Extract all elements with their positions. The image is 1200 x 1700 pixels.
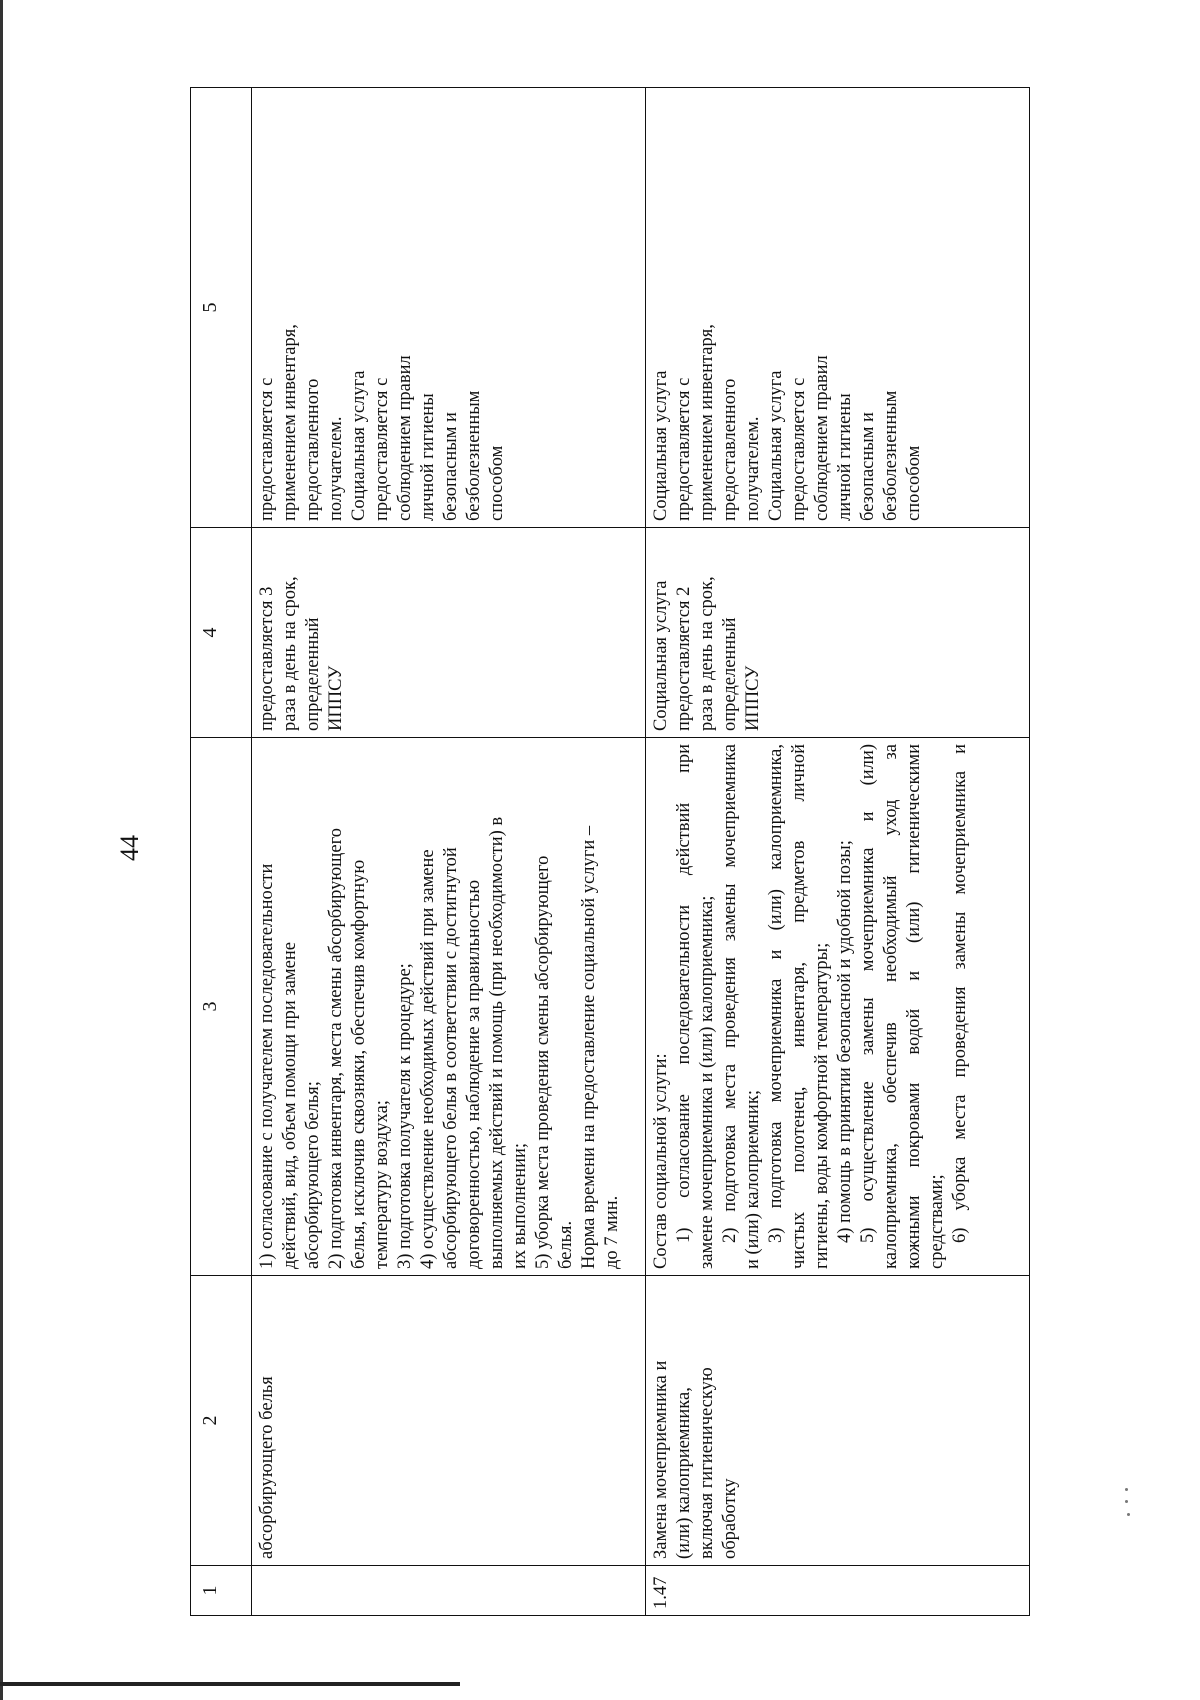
text-line: 6) уборка места проведения замены мочеприемника и: [950, 744, 971, 1243]
text-line: определенный: [303, 617, 324, 731]
text-line: 2) подготовка инвентаря, места смены абсорбирующего: [326, 827, 347, 1269]
text-line: способом: [487, 445, 508, 521]
text-line: договоренностью, наблюдение за правильностью: [464, 879, 485, 1269]
text-line: раза в день на срок,: [280, 576, 301, 731]
table-header-row: [191, 88, 252, 1616]
services-table: [190, 87, 1030, 1616]
text-line: Замена мочеприемника и: [651, 1360, 672, 1559]
text-line: предоставленного: [720, 378, 741, 521]
table-row: [252, 88, 646, 1616]
text-line: 5) осуществление замены мочеприемника и (или): [858, 744, 879, 1243]
text-line: абсорбирующего белья: [257, 1376, 278, 1559]
text-line: ИППСУ: [326, 665, 347, 731]
text-line: гигиены, воды комфортной температуры;: [812, 942, 833, 1269]
text-line: предоставляется с: [789, 377, 810, 521]
text-line: Состав социальной услуги:: [651, 1053, 672, 1269]
text-line: выполняемых действий и помощь (при необходимости) в: [487, 816, 508, 1269]
text-line: и (или) калоприемник;: [743, 1090, 764, 1269]
service-content-cell: [646, 738, 1030, 1276]
text-line: получателем.: [326, 416, 347, 521]
text-line: включая гигиеническую: [697, 1367, 718, 1559]
text-line: соблюдением правил: [812, 355, 833, 521]
text-line: предоставляется 3: [257, 586, 278, 731]
text-line: предоставляется с: [372, 377, 393, 521]
text-line: ИППСУ: [743, 665, 764, 731]
text-line: 4) осуществление необходимых действий при замене: [418, 849, 439, 1269]
text-line: предоставляется 2: [674, 586, 695, 731]
text-line: предоставленного: [303, 378, 324, 521]
text-line: действий, вид, объем помощи при замене: [280, 942, 301, 1269]
service-conditions-cell: [646, 88, 1030, 528]
scan-speck: [1125, 1488, 1128, 1491]
text-line: Социальная услуга: [766, 370, 787, 521]
service-period-cell: [646, 528, 1030, 738]
text-line: безболезненным: [881, 390, 902, 521]
scan-speck: [1125, 1500, 1128, 1503]
text-line: личной гигиены: [418, 393, 439, 521]
header-cell: 3: [191, 738, 252, 1276]
text-line: Социальная услуга: [651, 370, 672, 521]
header-cell: 4: [191, 528, 252, 738]
table-row: [646, 88, 1030, 1616]
service-content-cell: [252, 738, 646, 1276]
text-line: замене мочеприемника и (или) калоприемника;: [697, 895, 718, 1269]
text-line: Норма времени на предоставление социальной услуги –: [579, 825, 600, 1269]
text-line: обработку: [720, 1478, 741, 1559]
text-line: Социальная услуга: [349, 370, 370, 521]
text-line: абсорбирующего белья в соответствии с достигнутой: [441, 847, 462, 1269]
text-line: способом: [904, 445, 925, 521]
text-line: кожными покровами водой и (или) гигиеническими: [904, 744, 925, 1269]
service-period-cell: [252, 528, 646, 738]
text-line: 3) подготовка получателя к процедуре;: [395, 963, 416, 1269]
text-line: их выполнении;: [510, 1142, 531, 1269]
text-line: 5) уборка места проведения смены абсорбирующего: [533, 855, 554, 1269]
text-line: Социальная услуга: [651, 580, 672, 731]
scan-speck: [1127, 1513, 1130, 1516]
row-number-cell: [252, 1566, 646, 1616]
text-line: до 7 мин.: [602, 1195, 623, 1269]
page-number: 44: [115, 835, 144, 861]
text-line: соблюдением правил: [395, 355, 416, 521]
text-line: температуру воздуха;: [372, 1100, 393, 1269]
text-line: калоприемника, обеспечив необходимый уход за: [881, 744, 902, 1269]
text-line: предоставляется с: [674, 377, 695, 521]
text-line: раза в день на срок,: [697, 576, 718, 731]
text-line: личной гигиены: [835, 393, 856, 521]
text-line: (или) калоприемника,: [674, 1387, 695, 1559]
text-line: применением инвентаря,: [697, 324, 718, 521]
text-line: безболезненным: [464, 390, 485, 521]
text-line: определенный: [720, 617, 741, 731]
scan-left-edge: [0, 0, 3, 1700]
text-line: белья.: [556, 1220, 577, 1269]
scan-bottom-edge: [0, 1682, 460, 1686]
text-line: абсорбирующего белья;: [303, 1081, 324, 1269]
text-line: 4) помощь в принятии безопасной и удобной позы;: [835, 840, 856, 1243]
header-cell: 5: [191, 88, 252, 528]
text-line: белья, исключив сквозняки, обеспечив комфортную: [349, 859, 370, 1269]
header-cell: 1: [191, 1566, 252, 1616]
header-cell: 2: [191, 1276, 252, 1566]
row-number-cell: 1.47: [646, 1566, 1030, 1616]
service-conditions-cell: [252, 88, 646, 528]
text-line: 1) согласование последовательности действий при: [674, 744, 695, 1243]
service-name-cell: [252, 1276, 646, 1566]
service-name-cell: [646, 1276, 1030, 1566]
text-line: 3) подготовка мочеприемника и (или) калоприемника,: [766, 744, 787, 1243]
text-line: 2) подготовка места проведения замены мочеприемника: [720, 744, 741, 1243]
text-line: средствами;: [927, 1174, 948, 1269]
text-line: безопасным и: [858, 412, 879, 521]
text-line: применением инвентаря,: [280, 324, 301, 521]
text-line: безопасным и: [441, 412, 462, 521]
text-line: чистых полотенец, инвентаря, предметов личной: [789, 744, 810, 1269]
text-line: 1) согласование с получателем последовательности: [257, 863, 278, 1269]
text-line: получателем.: [743, 416, 764, 521]
text-line: предоставляется с: [257, 377, 278, 521]
